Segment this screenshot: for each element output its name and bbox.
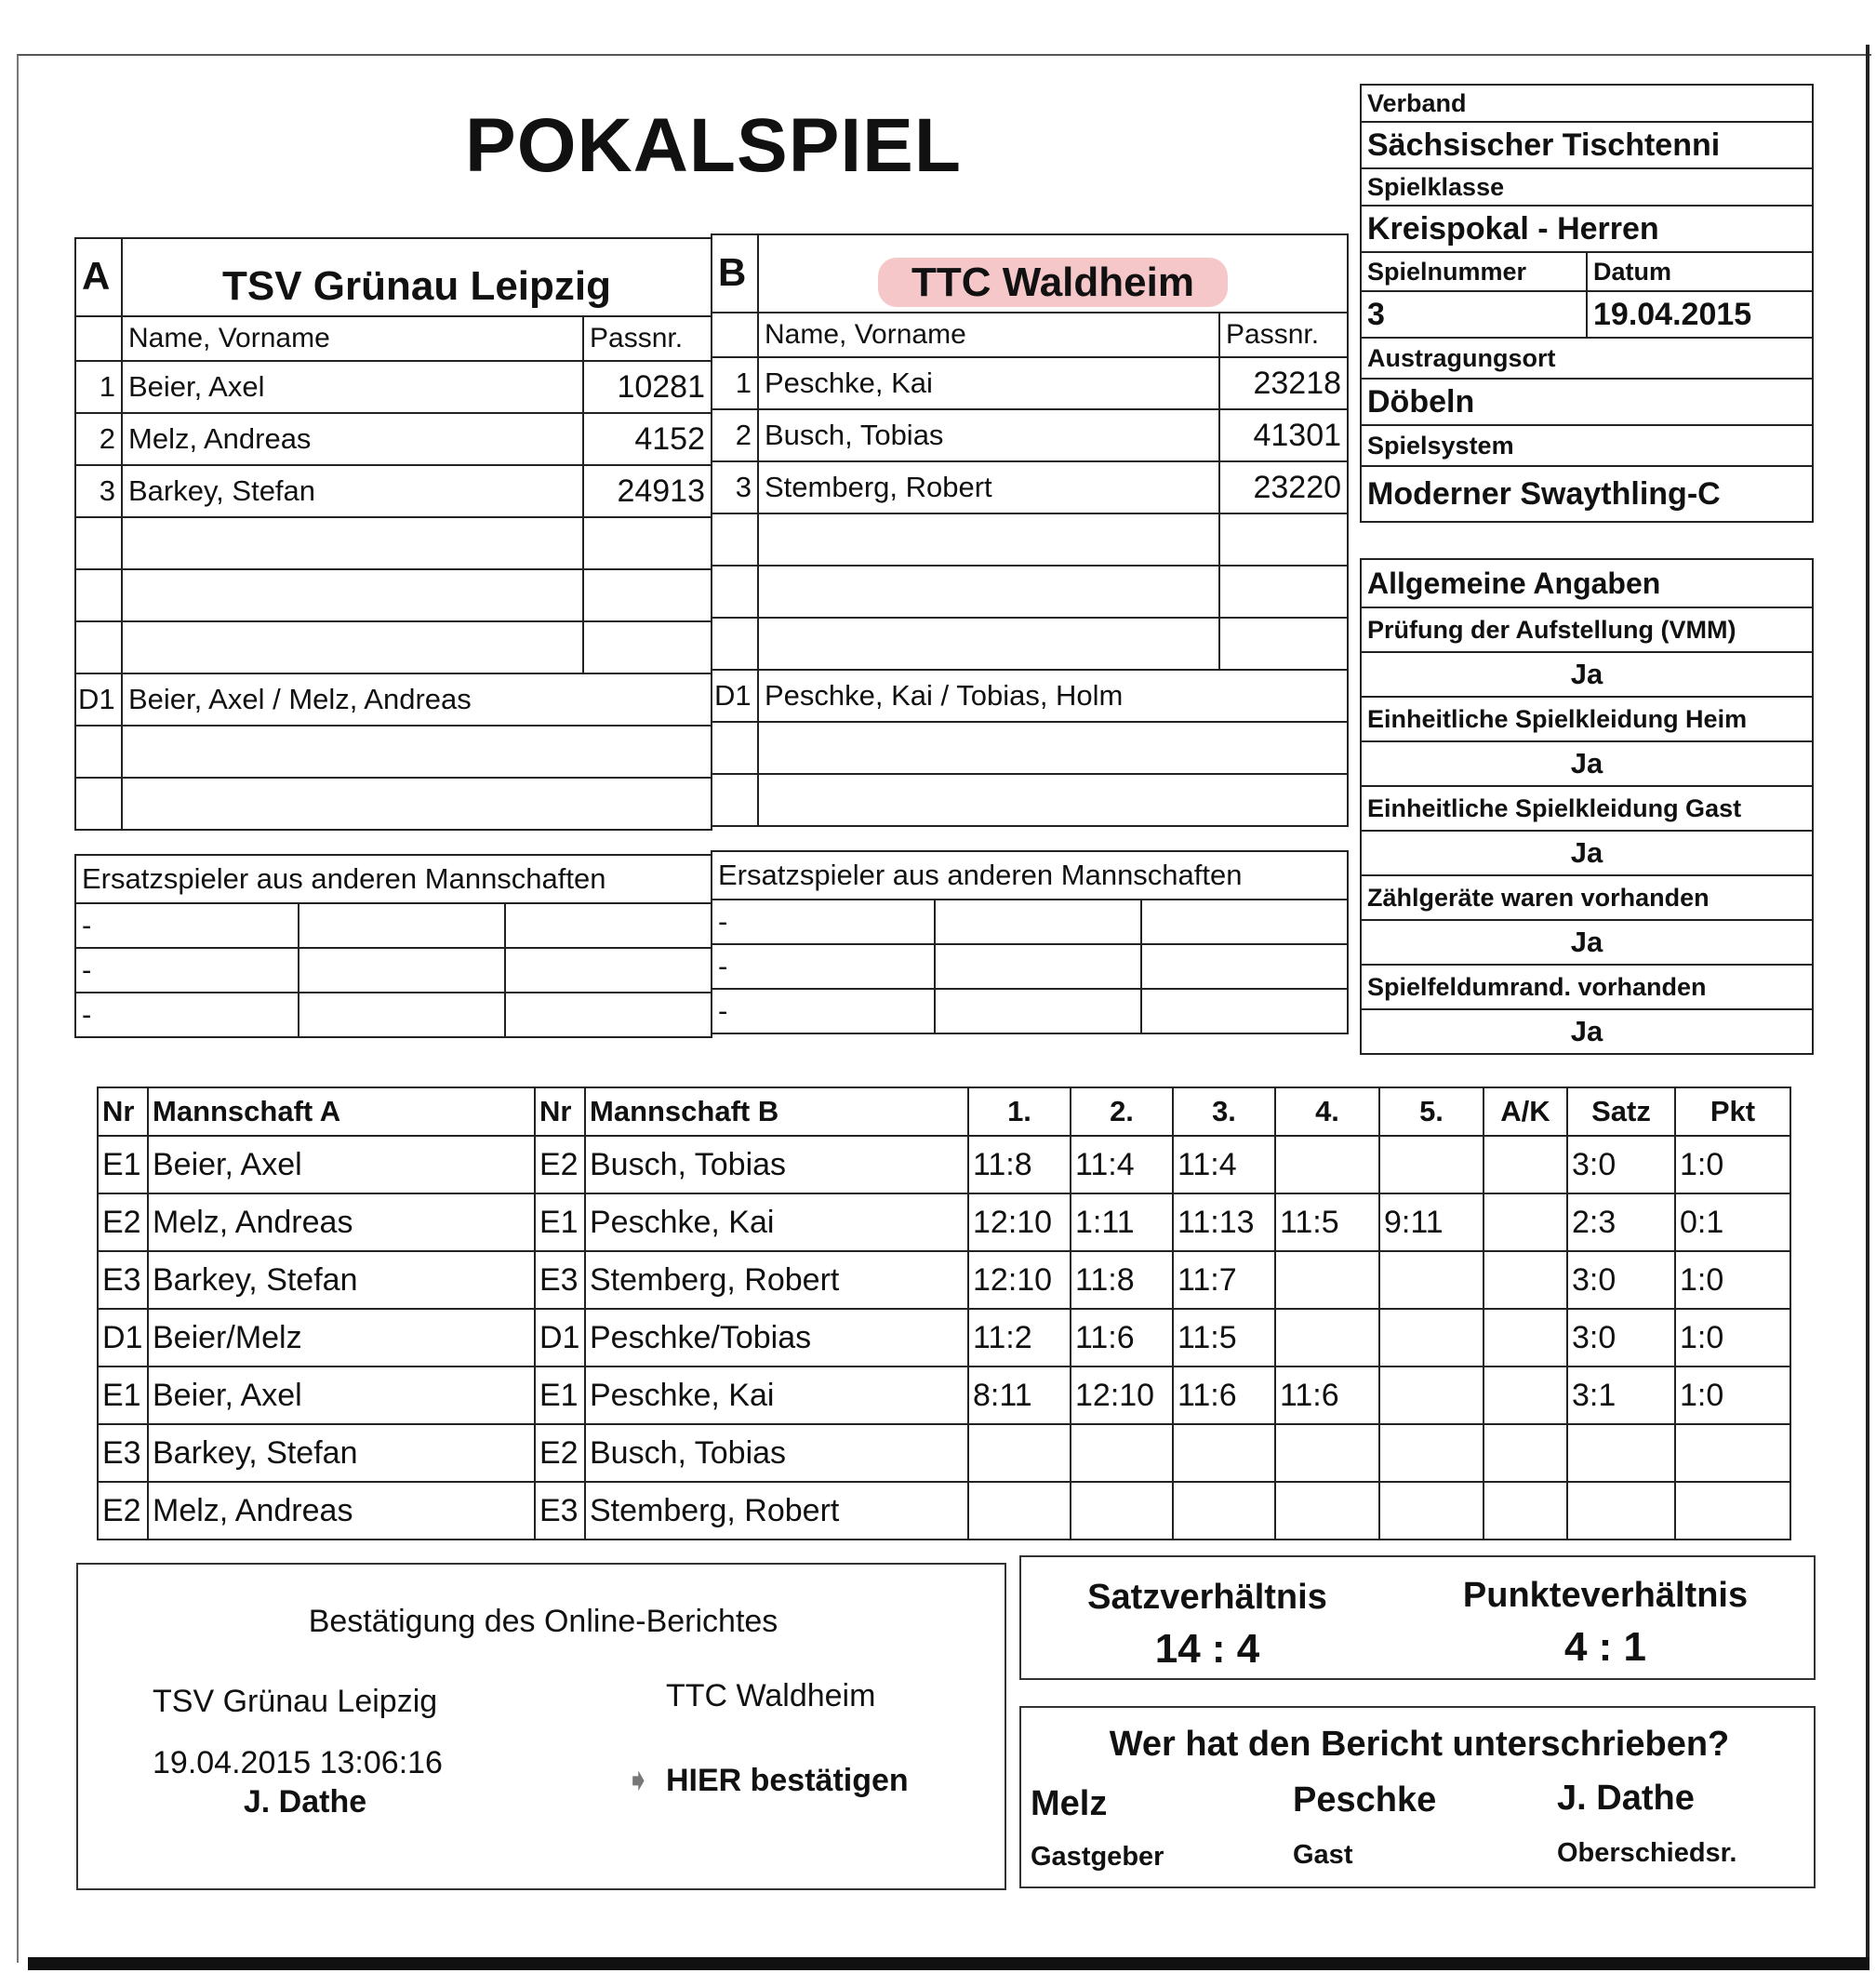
game-player-a: Melz, Andreas	[148, 1193, 535, 1251]
game-player-a: Beier, Axel	[148, 1366, 535, 1424]
game-pkt: 1:0	[1675, 1309, 1790, 1366]
team-a-player-row	[75, 413, 712, 465]
subs-value: -	[75, 948, 299, 993]
game-set: 11:8	[968, 1136, 1071, 1193]
col-satz: Satz	[1567, 1087, 1675, 1136]
empty-row	[75, 726, 712, 778]
game-pkt	[1675, 1424, 1790, 1482]
game-set	[1379, 1482, 1484, 1540]
subs-row	[75, 903, 712, 948]
col-set-4: 4.	[1275, 1087, 1379, 1136]
spielklasse-value: Kreispokal - Herren	[1361, 206, 1813, 252]
game-set: 12:10	[968, 1251, 1071, 1309]
player-name: Busch, Tobias	[758, 409, 1219, 461]
spielnummer-label: Spielnummer	[1361, 252, 1587, 291]
game-nr-a: E2	[98, 1193, 148, 1251]
signer-name: Melz	[1031, 1784, 1108, 1823]
game-pkt	[1675, 1482, 1790, 1540]
team-b-table	[711, 233, 1349, 827]
game-satz	[1567, 1424, 1675, 1482]
general-item-value: Ja	[1361, 831, 1813, 875]
subs-row	[75, 948, 712, 993]
game-pkt: 0:1	[1675, 1193, 1790, 1251]
game-row	[98, 1309, 1790, 1366]
page-title: POKALSPIEL	[465, 103, 962, 188]
game-row	[98, 1193, 1790, 1251]
team-a-double-row	[75, 673, 712, 726]
empty-row	[75, 778, 712, 830]
game-ak	[1484, 1309, 1567, 1366]
game-set: 9:11	[1379, 1193, 1484, 1251]
empty-row	[712, 618, 1348, 670]
game-player-a: Barkey, Stefan	[148, 1424, 535, 1482]
confirmation-box	[76, 1563, 1006, 1890]
team-b-col-pass: Passnr.	[1219, 313, 1348, 357]
game-set	[1379, 1136, 1484, 1193]
satz-label: Satzverhältnis	[1087, 1578, 1327, 1617]
game-satz: 3:1	[1567, 1366, 1675, 1424]
game-ak	[1484, 1482, 1567, 1540]
subs-value: -	[75, 903, 299, 948]
game-nr-a: E3	[98, 1424, 148, 1482]
general-item-label: Prüfung der Aufstellung (VMM)	[1361, 607, 1813, 652]
general-item-label: Einheitliche Spielkleidung Gast	[1361, 786, 1813, 831]
game-set	[1275, 1136, 1379, 1193]
subs-value: -	[712, 944, 935, 989]
datum-label: Datum	[1587, 252, 1813, 291]
general-item-value: Ja	[1361, 1009, 1813, 1054]
game-nr-b: E1	[535, 1193, 585, 1251]
general-item-value: Ja	[1361, 920, 1813, 965]
col-team-a: Mannschaft A	[148, 1087, 535, 1136]
scan-edge-right	[1866, 45, 1869, 1961]
general-item-label: Zählgeräte waren vorhanden	[1361, 875, 1813, 920]
signatures-question: Wer hat den Bericht unterschrieben?	[1109, 1725, 1730, 1764]
game-ak	[1484, 1366, 1567, 1424]
game-player-a: Melz, Andreas	[148, 1482, 535, 1540]
col-nr-b: Nr	[535, 1087, 585, 1136]
games-table	[97, 1086, 1791, 1540]
col-set-3: 3.	[1173, 1087, 1275, 1136]
game-pkt: 1:0	[1675, 1251, 1790, 1309]
game-ak	[1484, 1136, 1567, 1193]
game-set	[1379, 1309, 1484, 1366]
arrow-right-icon: ➧	[625, 1763, 652, 1798]
player-name: Beier, Axel	[122, 361, 583, 413]
subs-row	[712, 989, 1348, 1033]
player-name: Peschke, Kai	[758, 357, 1219, 409]
player-name: Stemberg, Robert	[758, 461, 1219, 513]
player-nr: 2	[75, 413, 122, 465]
team-a-col-name: Name, Vorname	[122, 316, 583, 361]
team-b-name-cell	[758, 234, 1348, 313]
scan-edge-bottom	[28, 1957, 1869, 1970]
general-item-label: Einheitliche Spielkleidung Heim	[1361, 697, 1813, 741]
game-player-a: Beier, Axel	[148, 1136, 535, 1193]
team-a-letter: A	[75, 238, 122, 316]
game-set: 11:7	[1173, 1251, 1275, 1309]
col-nr-a: Nr	[98, 1087, 148, 1136]
team-a-table	[74, 237, 712, 831]
player-pass: 41301	[1219, 409, 1348, 461]
col-set-5: 5.	[1379, 1087, 1484, 1136]
subs-value: -	[712, 989, 935, 1033]
subs-row	[75, 993, 712, 1037]
verband-value: Sächsischer Tischtenni	[1361, 122, 1813, 168]
game-nr-a: D1	[98, 1309, 148, 1366]
team-b-column-labels	[712, 313, 1348, 357]
subs-value: -	[712, 900, 935, 944]
game-set	[1275, 1251, 1379, 1309]
game-set: 11:6	[1275, 1366, 1379, 1424]
game-player-b: Peschke/Tobias	[585, 1309, 968, 1366]
double-nr: D1	[712, 670, 758, 722]
game-nr-b: E2	[535, 1424, 585, 1482]
general-title: Allgemeine Angaben	[1361, 559, 1813, 607]
player-name: Barkey, Stefan	[122, 465, 583, 517]
game-player-b: Peschke, Kai	[585, 1193, 968, 1251]
game-set	[1173, 1424, 1275, 1482]
player-nr: 1	[712, 357, 758, 409]
game-player-b: Busch, Tobias	[585, 1424, 968, 1482]
player-pass: 23220	[1219, 461, 1348, 513]
confirmation-title: Bestätigung des Online-Berichtes	[308, 1604, 778, 1639]
game-set	[1379, 1424, 1484, 1482]
general-item-value: Ja	[1361, 652, 1813, 697]
game-satz: 3:0	[1567, 1309, 1675, 1366]
confirmation-by: J. Dathe	[243, 1784, 367, 1820]
game-nr-a: E1	[98, 1366, 148, 1424]
spielnummer-value: 3	[1361, 291, 1587, 338]
player-pass: 10281	[583, 361, 712, 413]
game-set: 11:2	[968, 1309, 1071, 1366]
col-team-b: Mannschaft B	[585, 1087, 968, 1136]
game-set: 11:4	[1071, 1136, 1173, 1193]
team-a-column-labels	[75, 316, 712, 361]
team-b-double-row	[712, 670, 1348, 722]
subs-label: Ersatzspieler aus anderen Mannschaften	[75, 855, 712, 903]
player-pass: 23218	[1219, 357, 1348, 409]
game-set: 1:11	[1071, 1193, 1173, 1251]
empty-row	[712, 774, 1348, 826]
empty-row	[75, 569, 712, 621]
player-name: Melz, Andreas	[122, 413, 583, 465]
signer-role: Gastgeber	[1031, 1842, 1164, 1872]
player-pass: 24913	[583, 465, 712, 517]
team-b-subs-table	[711, 850, 1349, 1034]
system-value: Moderner Swaythling-C	[1361, 466, 1813, 522]
game-player-b: Busch, Tobias	[585, 1136, 968, 1193]
col-pkt: Pkt	[1675, 1087, 1790, 1136]
game-set	[1379, 1366, 1484, 1424]
game-row	[98, 1251, 1790, 1309]
signer-role: Oberschiedsr.	[1557, 1838, 1737, 1868]
game-set: 8:11	[968, 1366, 1071, 1424]
datum-value: 19.04.2015	[1587, 291, 1813, 338]
general-info-table	[1360, 558, 1814, 1055]
empty-row	[712, 722, 1348, 774]
team-b-letter: B	[712, 234, 758, 313]
team-a-col-pass: Passnr.	[583, 316, 712, 361]
game-ak	[1484, 1424, 1567, 1482]
col-set-1: 1.	[968, 1087, 1071, 1136]
team-a-header	[75, 238, 712, 316]
game-satz	[1567, 1482, 1675, 1540]
game-player-b: Stemberg, Robert	[585, 1251, 968, 1309]
spielklasse-label: Spielklasse	[1361, 168, 1813, 206]
game-nr-b: E2	[535, 1136, 585, 1193]
confirm-action[interactable]	[625, 1762, 909, 1799]
signer-name: Peschke	[1293, 1780, 1437, 1820]
team-a-player-row	[75, 361, 712, 413]
confirmation-timestamp: 19.04.2015 13:06:16	[153, 1745, 443, 1780]
game-set: 12:10	[1071, 1366, 1173, 1424]
match-info-table	[1360, 84, 1814, 523]
system-label: Spielsystem	[1361, 425, 1813, 466]
punkte-value: 4 : 1	[1563, 1624, 1647, 1670]
signer-role: Gast	[1293, 1840, 1353, 1870]
empty-row	[712, 513, 1348, 566]
team-a-player-row	[75, 465, 712, 517]
game-nr-b: E3	[535, 1251, 585, 1309]
player-nr: 3	[75, 465, 122, 517]
game-set: 11:6	[1071, 1309, 1173, 1366]
game-row	[98, 1482, 1790, 1540]
ort-label: Austragungsort	[1361, 338, 1813, 379]
empty-row	[75, 517, 712, 569]
game-set	[1173, 1482, 1275, 1540]
player-pass: 4152	[583, 413, 712, 465]
game-set	[1071, 1482, 1173, 1540]
signer-name: J. Dathe	[1557, 1779, 1695, 1818]
game-nr-a: E1	[98, 1136, 148, 1193]
game-pkt: 1:0	[1675, 1366, 1790, 1424]
ort-value: Döbeln	[1361, 379, 1813, 425]
game-satz: 2:3	[1567, 1193, 1675, 1251]
game-set	[1275, 1482, 1379, 1540]
general-item-value: Ja	[1361, 741, 1813, 786]
game-nr-b: E1	[535, 1366, 585, 1424]
game-player-a: Beier/Melz	[148, 1309, 535, 1366]
subs-value: -	[75, 993, 299, 1037]
game-satz: 3:0	[1567, 1251, 1675, 1309]
game-set	[968, 1482, 1071, 1540]
result-box	[1019, 1555, 1816, 1680]
game-ak	[1484, 1251, 1567, 1309]
team-b-player-row	[712, 461, 1348, 513]
confirm-link[interactable]: HIER bestätigen	[665, 1763, 909, 1798]
game-set	[1071, 1424, 1173, 1482]
col-ak: A/K	[1484, 1087, 1567, 1136]
game-row	[98, 1366, 1790, 1424]
player-nr: 3	[712, 461, 758, 513]
empty-row	[712, 566, 1348, 618]
verband-label: Verband	[1361, 85, 1813, 122]
satz-value: 14 : 4	[1154, 1626, 1260, 1672]
confirmation-team-a: TSV Grünau Leipzig	[153, 1684, 438, 1719]
player-nr: 2	[712, 409, 758, 461]
game-player-b: Peschke, Kai	[585, 1366, 968, 1424]
game-player-b: Stemberg, Robert	[585, 1482, 968, 1540]
game-set	[968, 1424, 1071, 1482]
signatures-box	[1019, 1706, 1816, 1888]
game-set: 11:5	[1173, 1309, 1275, 1366]
game-nr-b: D1	[535, 1309, 585, 1366]
game-row	[98, 1136, 1790, 1193]
double-nr: D1	[75, 673, 122, 726]
game-set: 12:10	[968, 1193, 1071, 1251]
game-set: 11:8	[1071, 1251, 1173, 1309]
game-nr-b: E3	[535, 1482, 585, 1540]
confirmation-team-b: TTC Waldheim	[666, 1678, 876, 1713]
game-set: 11:6	[1173, 1366, 1275, 1424]
empty-row	[75, 621, 712, 673]
game-satz: 3:0	[1567, 1136, 1675, 1193]
general-item-label: Spielfeldumrand. vorhanden	[1361, 965, 1813, 1009]
col-set-2: 2.	[1071, 1087, 1173, 1136]
punkte-label: Punkteverhältnis	[1462, 1576, 1749, 1615]
team-a-name: TSV Grünau Leipzig	[122, 238, 712, 316]
game-player-a: Barkey, Stefan	[148, 1251, 535, 1309]
subs-label: Ersatzspieler aus anderen Mannschaften	[712, 851, 1348, 900]
team-b-player-row	[712, 357, 1348, 409]
game-pkt: 1:0	[1675, 1136, 1790, 1193]
game-set	[1275, 1309, 1379, 1366]
game-set: 11:5	[1275, 1193, 1379, 1251]
double-name: Peschke, Kai / Tobias, Holm	[758, 670, 1348, 722]
game-nr-a: E3	[98, 1251, 148, 1309]
team-b-name: TTC Waldheim	[878, 258, 1228, 307]
subs-row	[712, 944, 1348, 989]
team-b-col-name: Name, Vorname	[758, 313, 1219, 357]
game-nr-a: E2	[98, 1482, 148, 1540]
game-ak	[1484, 1193, 1567, 1251]
game-row	[98, 1424, 1790, 1482]
player-nr: 1	[75, 361, 122, 413]
team-b-player-row	[712, 409, 1348, 461]
subs-row	[712, 900, 1348, 944]
games-header-row	[98, 1087, 1790, 1136]
team-b-header	[712, 234, 1348, 313]
double-name: Beier, Axel / Melz, Andreas	[122, 673, 712, 726]
game-set: 11:4	[1173, 1136, 1275, 1193]
game-set	[1275, 1424, 1379, 1482]
team-a-subs-table	[74, 854, 712, 1038]
game-set	[1379, 1251, 1484, 1309]
game-set: 11:13	[1173, 1193, 1275, 1251]
